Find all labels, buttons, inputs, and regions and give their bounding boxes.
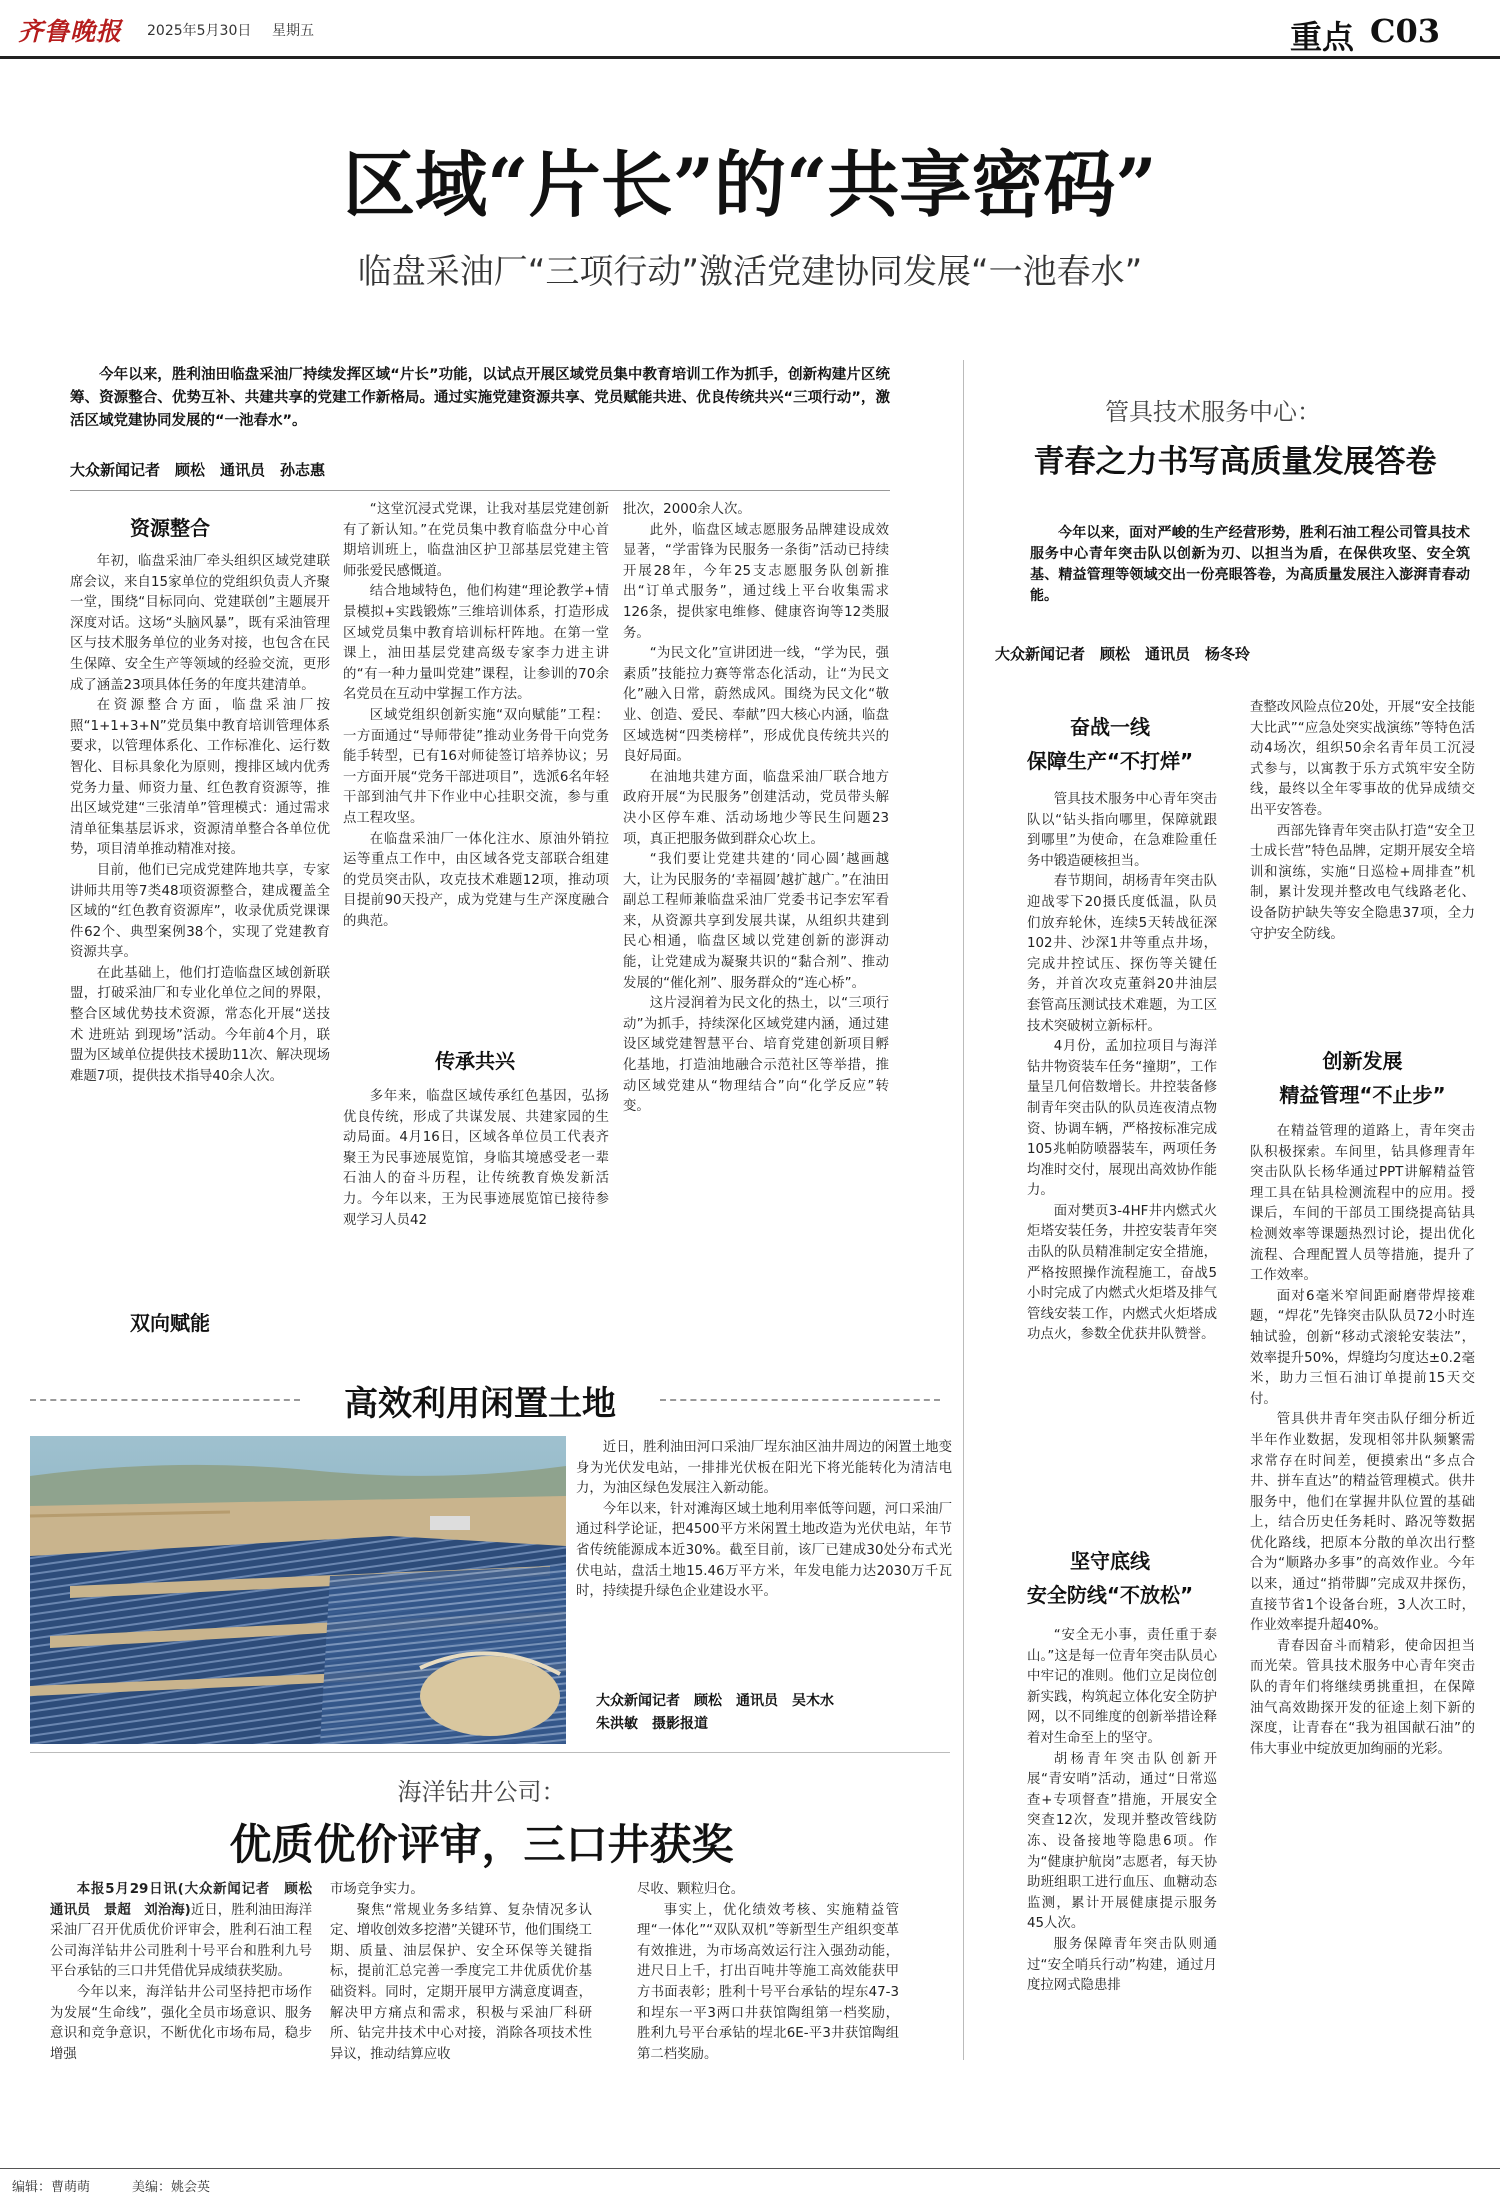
paragraph: 查整改风险点位20处，开展“安全技能大比武”“应急处突实战演练”等特色活动4场次，组织50余名青年员工沉浸式参与，以寓教于乐方式筑牢安全防线，最终以全年零事故的优异成绩交出平安答卷。 (1250, 700, 1475, 818)
page-number: C03 (1370, 12, 1440, 50)
youth-heading-1-line-1: 奋战一线 (1070, 715, 1150, 739)
dateline: 本报5月29日讯(大众新闻记者 顾松 通讯员 景超 刘治海) (50, 1882, 326, 1918)
lead-rule (70, 490, 890, 491)
paragraph: “为民文化”宣讲团进一线，“学为民，强素质”技能拉力赛等常态化活动，让“为民文化”融入日常，蔚然成风。围绕为民文化“敬业、创造、爱民、奉献”四大核心内涵，临盘区域选树“四类榜样”，形成优良传统共兴的良好局面。 (623, 646, 889, 765)
paragraph: 年初，临盘采油厂牵头组织区域党建联席会议，来自15家单位的党组织负责人齐聚一堂，围绕“目标同向、党建联创”主题展开深度对话。这场“头脑风暴”，既有采油管理区与技术服务单位的业务对接，也包含在民生保障、安全生产等领域的经验交流，更形成了涵盖23项具体任务的年度共建清单。 (70, 554, 330, 693)
paragraph: 西部先锋青年突击队打造“安全卫士成长营”特色品牌，定期开展安全培训和演练，实施“日巡检+周排查”机制，累计发现并整改电气线路老化、设备防护缺失等安全隐患37项，全力守护安全防线。 (1250, 823, 1475, 942)
paragraph: 近日，胜利油田河口采油厂埕东油区油井周边的闲置土地变身为光伏发电站，一排排光伏板在阳光下将光能转化为清洁电力，为油区绿色发展注入新动能。 (576, 1440, 952, 1497)
paragraph: 市场竞争实力。 (330, 1882, 424, 1897)
paragraph: 管具技术服务中心青年突击队以“钻头指向哪里，保障就跟到哪里”为使命，在急难险重任务中锻造硬核担当。 (1027, 792, 1217, 869)
section-heading-resources: 资源整合 (130, 516, 210, 540)
drilling-column-1 (50, 1880, 326, 2145)
paragraph: “我们要让党建共建的‘同心圆’越画越大，让为民服务的‘幸福圆’越扩越广。”在油田副总工程师兼临盘采油厂党委书记李宏军看来，从资源共享到发展共谋，从组织共建到民心相通，临盘区域以党建创新的澎湃动能，让党建成为凝聚共识的“黏合剂”、推动发展的“催化剂”、服务群众的“连心桥”。 (623, 852, 889, 991)
youth-heading-1 (990, 710, 1230, 778)
youth-heading-1-line-2: 保障生产“不打烊” (1026, 749, 1194, 773)
youth-column-1a (1027, 790, 1217, 1525)
paragraph: 服务保障青年突击队则通过“安全哨兵行动”构建，通过月度拉网式隐患排 (1027, 1936, 1217, 1994)
youth-heading-3 (1250, 1044, 1475, 1112)
paragraph: 批次，2000余人次。 (623, 502, 751, 517)
paragraph: 青春因奋斗而精彩，使命因担当而光荣。管具技术服务中心青年突击队的青年们将继续勇挑重担，在保障油气高效勘探开发的征途上刻下新的深度，让青春在“我为祖国献石油”的伟大事业中绽放更加绚丽的光彩。 (1250, 1638, 1475, 1757)
lead-title: 区域“片长”的“共享密码” (343, 142, 1157, 227)
column-divider (963, 360, 964, 2060)
lead-byline: 大众新闻记者 顾松 通讯员 孙志惠 (70, 461, 326, 479)
paragraph: 聚焦“常规业务多结算、复杂情况多认定、增收创效多挖潜”关键环节，他们围绕工期、质量、油层保护、安全环保等关键指标，提前汇总完善一季度完工井优质优价基础资料。同时，定期开展甲方满意度调查，解决甲方痛点和需求，积极与采油厂科研所、钻完井技术中心对接，消除各项技术性异议，推动结算应收 (330, 1902, 592, 2062)
lead-subtitle: 临盘采油厂“三项行动”激活党建协同发展“一池春水” (357, 252, 1143, 292)
paragraph: 事实上，优化绩效考核、实施精益管理“一体化”“双队双机”等新型生产组织变革有效推进，为市场高效运行注入强劲动能，进尺日上千，打出百吨井等施工高效能获甲方书面表彰；胜利十号平台承钻的埕东47-3和埕东一平3两口井获馆陶组第一档奖励，胜利九号平台承钻的埕北6E-平3井获馆陶组第二档奖励。 (637, 1902, 899, 2062)
paragraph: 尽收、颗粒归仓。 (637, 1882, 745, 1897)
drilling-kicker: 海洋钻井公司： (397, 1778, 566, 1806)
youth-heading-2-line-2: 安全防线“不放松” (1026, 1583, 1194, 1607)
paragraph-text: 近日，胜利油田海洋采油厂召开优质优价评审会，胜利石油工程公司海洋钻井公司胜利十号平台和胜利九号平台承钻的三口井凭借优异成绩获奖励。 (50, 1902, 313, 1980)
youth-heading-2 (990, 1544, 1230, 1612)
youth-byline: 大众新闻记者 顾松 通讯员 杨冬玲 (995, 645, 1251, 663)
paragraph: 在此基础上，他们打造临盘区域创新联盟，打破采油厂和专业化单位之间的界限，整合区域优势技术资源，常态化开展“送技术 进班站 到现场”活动。今年前4个月，联盟为区域单位提供技术援助11次、解决现场难题7项，提供技术指导40余人次。 (70, 965, 330, 1084)
solar-farm-photo (30, 1436, 566, 1744)
paragraph: 目前，他们已完成党建阵地共享，专家讲师共用等7类48项资源整合，建成覆盖全区域的“红色教育资源库”，收录优质党课课件62个、典型案例38个，实现了党建教育资源共享。 (70, 862, 330, 961)
youth-title: 青春之力书写高质量发展答卷 (1033, 444, 1437, 480)
youth-heading-2-line-1: 坚守底线 (1070, 1549, 1150, 1573)
land-divider-right (660, 1399, 940, 1401)
paragraph (50, 1880, 326, 1983)
paragraph: 结合地域特色，他们构建“理论教学+情景模拟+实践锻炼”三维培训体系，打造形成区域党员集中教育培训标杆阵地。在第一堂课上，油田基层党建高级专家李力进主讲的“有一种力量叫党建”课程，让参训的70余名党员在互动中掌握工作方法。 (343, 584, 609, 703)
paragraph: 今年以来，针对滩海区域土地利用率低等问题，河口采油厂通过科学论证，把4500平方米闲置土地改造为光伏电站，年节省传统能源成本近30%。截至目前，该厂已建成30处分布式光伏电站，盘活土地15.46万平方米，年发电能力达2030万千瓦时，持续提升绿色企业建设水平。 (576, 1501, 952, 1600)
section-heading-empower: 双向赋能 (130, 1311, 210, 1335)
youth-intro: 今年以来，面对严峻的生产经营形势，胜利石油工程公司管具技术服务中心青年突击队以创新为刃、以担当为盾，在保供攻坚、安全筑基、精益管理等领域交出一份亮眼答卷，为高质量发展注入澎湃青春动能。 (1030, 525, 1470, 604)
section-name: 重点 (1290, 18, 1355, 56)
drilling-rule-top (30, 1752, 950, 1753)
paragraph: “这堂沉浸式党课，让我对基层党建创新有了新认知。”在党员集中教育临盘分中心首期培训班上，临盘油区护卫部基层党建主管师张爱民感慨道。 (343, 502, 609, 579)
newspaper-logo: 齐鲁晚报 (18, 17, 123, 46)
masthead (0, 0, 1500, 64)
youth-heading-3-line-1: 创新发展 (1322, 1049, 1403, 1073)
youth-heading-3-line-2: 精益管理“不止步” (1279, 1083, 1446, 1107)
youth-column-1b (1027, 1626, 1217, 2156)
youth-column-2a (1250, 698, 1475, 1018)
land-title: 高效利用闲置土地 (344, 1384, 616, 1424)
paragraph: 在精益管理的道路上，青年突击队积极探索。车间里，钻具修理青年突击队队长杨华通过PPT讲解精益管理工具在钻具检测流程中的应用。授课后，车间的干部员工围绕提高钻具检测效率等课题热烈讨论，提出优化流程、合理配置人员等措施，提升了工作效率。 (1250, 1124, 1475, 1284)
lead-column-2a (343, 500, 609, 1030)
paragraph: 此外，临盘区域志愿服务品牌建设成效显著，“学雷锋为民服务一条街”活动已持续开展28年，今年25支志愿服务队创新推出“订单式服务”，通过线上平台收集需求126条，提供家电维修、健康咨询等12类服务。 (623, 522, 889, 641)
land-divider-left (30, 1399, 300, 1401)
paragraph: 今年以来，海洋钻井公司坚持把市场作为发展“生命线”，强化全员市场意识、服务意识和竞争意识，不断优化市场布局，稳步增强 (50, 1984, 312, 2062)
land-credit-2: 朱洪敏 摄影报道 (596, 1716, 708, 1732)
paragraph: 多年来，临盘区域传承红色基因，弘扬优良传统，形成了共谋发展、共建家园的生动局面。4月16日，区域各单位员工代表齐聚王为民事迹展览馆，身临其境感受老一辈石油人的奋斗历程，让传统教育焕发新活力。今年以来，王为民事迹展览馆已接待参观学习人员42 (343, 1089, 609, 1228)
paragraph: 在临盘采油厂一体化注水、原油外销拉运等重点工作中，由区域各党支部联合组建的党员突击队，攻克技术难题12项，推动项目提前90天投产，成为党建与生产深度融合的典范。 (343, 831, 609, 929)
lead-column-1 (70, 552, 330, 1287)
paragraph: 这片浸润着为民文化的热土，以“三项行动”为抓手，持续深化区域党建内涵，通过建设区域党建智慧平台、培育党建创新项目孵化基地，打造油地融合示范社区等举措，推动区域党建从“物理结合”向“化学反应”转变。 (623, 996, 889, 1115)
paragraph: 管具供井青年突击队仔细分析近半年作业数据，发现相邻井队频繁需求常存在时间差，便摸索出“多点合井、拼车直达”的精益管理模式。供井服务中，他们在掌握井队位置的基础上，结合历史任务耗时、路况等数据优化路线，把原本分散的单次出行整合为“顺路办多事”的高效作业。今年以来，通过“捎带脚”完成双井探伤，直接节省1个设备台班，3人次工时，作业效率提升超40%。 (1250, 1412, 1475, 1634)
lead-column-3 (623, 500, 889, 1345)
paragraph: 在资源整合方面，临盘采油厂按照“1+1+3+N”党员集中教育培训管理体系要求，以管理体系化、工作标准化、运行数智化、目标具象化为原则，搜排区域内优秀党务力量、师资力量、红色教育资源等，推出区域党建“三张清单”管理模式：通过需求清单征集基层诉求，资源清单整合各单位优势，项目清单推动精准对接。 (70, 698, 330, 858)
paragraph: 区域党组织创新实施“双向赋能”工程：一方面通过“导师带徒”推动业务骨干向党务能手转型，已有16对师徒签订培养协议；另一方面开展“党务干部进项目”，选派6名年轻干部到油气井下作业中心挂职交流，参与重点工程攻坚。 (343, 707, 609, 826)
issue-date: 2025年5月30日 (147, 23, 252, 39)
section-heading-heritage: 传承共兴 (435, 1049, 515, 1073)
youth-column-2b (1250, 1122, 1475, 2156)
footer-designer: 美编：姚会英 (132, 2180, 211, 2195)
footer-rule (0, 2168, 1500, 2169)
issue-weekday: 星期五 (272, 23, 314, 39)
masthead-rule (0, 56, 1500, 59)
drilling-title: 优质优价评审，三口井获奖 (229, 1820, 734, 1869)
land-text (576, 1438, 952, 1688)
paragraph: 胡杨青年突击队创新开展“青安哨”活动，通过“日常巡查+专项督查”措施，开展安全突查12次，发现并整改管线防冻、设备接地等隐患6项。作为“健康护航岗”志愿者，每天协助班组职工进行血压、血糖动态监测，累计开展健康提示服务45人次。 (1027, 1751, 1217, 1932)
paragraph: 面对樊页3-4HF井内燃式火炬塔安装任务，井控安装青年突击队的队员精准制定安全措施，严格按照操作流程施工，奋战5小时完成了内燃式火炬塔及排气管线安装工作，内燃式火炬塔成功点火，参数全优获井队赞誉。 (1027, 1203, 1217, 1343)
lead-column-2b (343, 1087, 609, 1343)
drilling-column-2 (330, 1880, 592, 2145)
paragraph: 在油地共建方面，临盘采油厂联合地方政府开展“为民服务”创建活动，党员带头解决小区停车难、活动场地少等民生问题23项，真正把服务做到群众心坎上。 (623, 769, 889, 847)
paragraph: “安全无小事，责任重于泰山。”这是每一位青年突击队员心中牢记的准则。他们立足岗位创新实践，构筑起立体化安全防护网，以不同维度的创新举措诠释着对生命至上的坚守。 (1027, 1628, 1217, 1746)
footer-editor: 编辑：曹萌萌 (12, 2180, 91, 2195)
paragraph: 春节期间，胡杨青年突击队迎战零下20摄氏度低温，队员们放弃轮休，连续5天转战征深102井、沙深1井等重点井场，完成井控试压、探伤等关键任务，并首次攻克董斜20井油层套管高压测试技术难题，为工区技术突破树立新标杆。 (1027, 874, 1217, 1034)
paragraph: 4月份，孟加拉项目与海洋钻井物资装车任务“撞期”，工作量呈几何倍数增长。井控装备修制青年突击队的队员连夜清点物资、协调车辆，严格按标准完成105兆帕防喷器装车，两项任务均准时交付，展现出高效协作能力。 (1027, 1039, 1217, 1199)
lead-intro: 今年以来，胜利油田临盘采油厂持续发挥区域“片长”功能，以试点开展区域党员集中教育培训工作为抓手，创新构建片区统筹、资源整合、优势互补、共建共享的党建工作新格局。通过实施党建资源共享、党员赋能共进、优良传统共兴“三项行动”，激活区域党建协同发展的“一池春水”。 (70, 367, 890, 429)
paragraph: 面对6毫米窄间距耐磨带焊接难题，“焊花”先锋突击队队员72小时连轴试验，创新“移动式滚轮安装法”，效率提升50%，焊缝均匀度达±0.2毫米，助力三恒石油订单提前15天交付。 (1250, 1288, 1475, 1407)
youth-kicker: 管具技术服务中心： (1105, 398, 1321, 426)
drilling-column-3 (637, 1880, 899, 2145)
land-credit: 大众新闻记者 顾松 通讯员 吴木水 (596, 1693, 834, 1709)
